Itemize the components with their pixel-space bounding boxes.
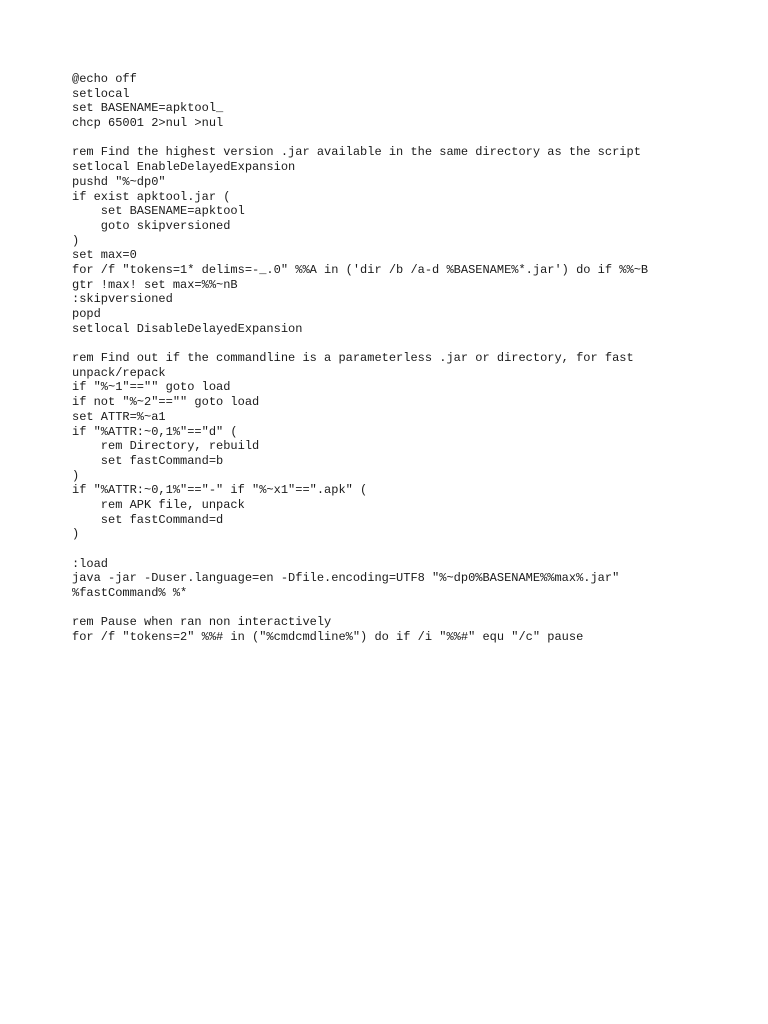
code-line: if "%ATTR:~0,1%"=="d" ( bbox=[72, 424, 238, 439]
code-line bbox=[72, 542, 762, 557]
code-line: pushd "%~dp0" bbox=[72, 174, 166, 189]
code-line: set ATTR=%~a1 bbox=[72, 409, 166, 424]
code-line: ) bbox=[72, 233, 80, 248]
code-line: ) bbox=[72, 468, 80, 483]
code-line: chcp 65001 2>nul >nul bbox=[72, 116, 224, 131]
code-line: %fastCommand% %* bbox=[72, 586, 188, 601]
code-line bbox=[72, 336, 762, 351]
code-line: setlocal bbox=[72, 86, 130, 101]
code-line: :load bbox=[72, 556, 109, 571]
code-line: popd bbox=[72, 307, 101, 321]
batch-script-text bbox=[72, 72, 762, 645]
code-line: java -jar -Duser.language=en -Dfile.encoding=UTF8 "%~dp0%BASENAME%%max%.jar" bbox=[72, 571, 620, 586]
code-line: goto skipversioned bbox=[72, 218, 231, 233]
code-line: rem Find out if the commandline is a parameterless .jar or directory, for fast bbox=[72, 351, 634, 366]
code-line: gtr !max! set max=%%~nB bbox=[72, 277, 238, 292]
code-line bbox=[72, 601, 762, 616]
code-line: setlocal EnableDelayedExpansion bbox=[72, 160, 296, 175]
code-line: @echo off bbox=[72, 72, 137, 86]
code-line: set BASENAME=apktool_ bbox=[72, 101, 224, 116]
code-line: rem Directory, rebuild bbox=[72, 439, 260, 454]
code-line: if "%ATTR:~0,1%"=="-" if "%~x1"==".apk" ( bbox=[72, 483, 368, 498]
code-line: ) bbox=[72, 527, 80, 542]
code-line: :skipversioned bbox=[72, 292, 173, 307]
code-line: rem Pause when ran non interactively bbox=[72, 615, 332, 630]
code-line: if exist apktool.jar ( bbox=[72, 189, 231, 204]
code-line: set fastCommand=d bbox=[72, 512, 224, 527]
code-line: for /f "tokens=2" %%# in ("%cmdcmdline%") do if /i "%%#" equ "/c" pause bbox=[72, 630, 584, 645]
code-line: setlocal DisableDelayedExpansion bbox=[72, 321, 303, 336]
code-line: unpack/repack bbox=[72, 365, 166, 380]
code-line: if not "%~2"=="" goto load bbox=[72, 395, 260, 410]
code-line: set max=0 bbox=[72, 248, 137, 263]
code-line: for /f "tokens=1* delims=-_.0" %%A in ('dir /b /a-d %BASENAME%*.jar') do if %%~B bbox=[72, 262, 649, 277]
code-line: set BASENAME=apktool bbox=[72, 204, 245, 219]
code-line: set fastCommand=b bbox=[72, 453, 224, 468]
code-line: rem Find the highest version .jar available in the same directory as the script bbox=[72, 145, 641, 160]
code-line bbox=[72, 131, 762, 146]
code-line: if "%~1"=="" goto load bbox=[72, 380, 231, 395]
code-line: rem APK file, unpack bbox=[72, 497, 245, 512]
